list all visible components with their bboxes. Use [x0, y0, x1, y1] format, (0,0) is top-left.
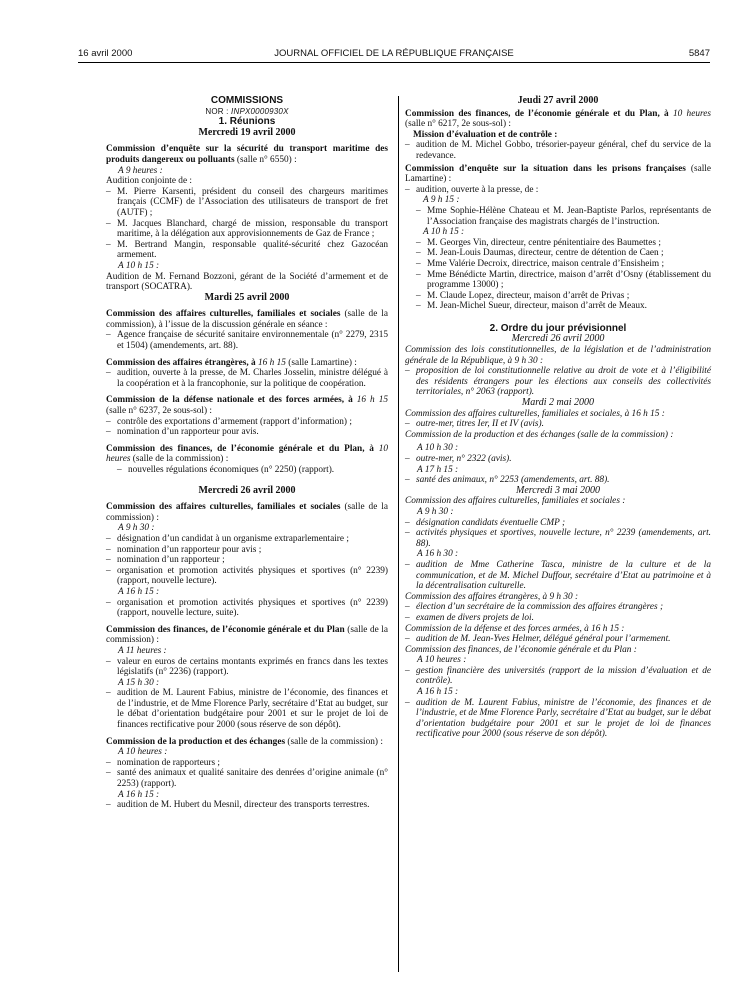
time-label: A 9 h 15 : — [423, 195, 460, 206]
commission-title: Commission d’enquête sur la sécurité du transport maritime des produits dangereux ou polluants — [106, 144, 388, 165]
commission-block — [106, 444, 388, 476]
commission-title: Commission des affaires culturelles, familiales et sociales : — [405, 496, 626, 507]
commission-title: Commission des affaires culturelles, familiales et sociales, à 16 h 15 : — [405, 408, 665, 419]
agenda-item: – santé des animaux et qualité sanitaire des denrées d’origine animale (n° 2253) (rapport). — [106, 768, 388, 789]
commission-desc: (salle de la commission) : — [287, 736, 383, 747]
mission-subtitle: Mission d’évaluation et de contrôle : — [413, 129, 558, 140]
page-header — [78, 48, 710, 63]
header-date: 16 avril 2000 — [78, 48, 133, 59]
time-label: A 9 h 30 : — [417, 506, 454, 517]
agenda-item: – audition de M. Michel Gobbo, trésorier-payeur général, chef du service de la redevance. — [405, 140, 711, 161]
nor-label: NOR : — [205, 106, 229, 116]
agenda-item: – Mme Bénédicte Martin, directrice, maison d’arrêt d’Osny (établissement du programme 13000) ; — [416, 270, 711, 291]
agenda-item: – organisation et promotion activités physiques et sportives (n° 2239) (rapport, nouvelle lecture, suite). — [106, 598, 388, 619]
agenda-item: – élection d’un secrétaire de la commission des affaires étrangères ; — [405, 602, 711, 613]
left-column — [106, 96, 388, 811]
agenda-item: – Agence française de sécurité sanitaire environnementale (n° 2279, 2315 et 1504) (amendements, art. 88). — [106, 330, 388, 351]
commission-time: 10 heures — [106, 443, 389, 465]
agenda-item: – nouvelles régulations économiques (n° 2250) (rapport). — [117, 465, 388, 476]
date-heading: Jeudi 27 avril 2000 — [517, 95, 599, 106]
commission-title: Commission des affaires culturelles, familiales et sociales — [106, 309, 341, 320]
agenda-forecast — [405, 334, 711, 740]
time-label: A 9 h 30 : — [118, 523, 155, 534]
commission-desc: (salle n° 6237, 2e sous-sol) : — [106, 406, 212, 417]
agenda-item: – outre-mer, titres Ier, II et IV (avis). — [405, 419, 711, 430]
agenda-item: – nomination d’un rapporteur pour avis ; — [106, 545, 388, 556]
date-heading: Mercredi 3 mai 2000 — [516, 484, 600, 496]
commission-block — [106, 309, 388, 351]
agenda-item: – audition de M. Jean-Yves Helmer, délégué général pour l’armement. — [405, 634, 711, 645]
time-label: A 10 heures : — [417, 655, 467, 666]
agenda-item: – nomination d’un rapporteur pour avis. — [106, 427, 388, 438]
commission-desc: (salle n° 6550) : — [236, 154, 297, 165]
agenda-item: – examen de divers projets de loi. — [405, 613, 711, 624]
commission-title: Commission de la défense et des forces armées, à 16 h 15 : — [405, 623, 625, 634]
agenda-item: – activités physiques et sportives, nouvelle lecture, n° 2239 (amendements, art. 88). — [405, 528, 711, 549]
commission-desc: (salle de la commission), à l’issue de la discussion générale en séance : — [106, 309, 389, 330]
time-label: A 10 h 30 : — [417, 443, 459, 454]
time-label: A 9 heures : — [118, 165, 163, 176]
date-heading: Mercredi 19 avril 2000 — [198, 126, 296, 138]
header-journal-title: JOURNAL OFFICIEL DE LA RÉPUBLIQUE FRANÇAISE — [274, 48, 514, 59]
commission-title: Commission de la défense nationale et des forces armées, à — [106, 395, 353, 406]
commission-desc: (salle de la commission) : — [106, 624, 389, 646]
agenda-item: – désignation candidats éventuelle CMP ; — [405, 518, 711, 529]
agenda-item: – audition, ouverte à la presse, de : — [405, 185, 711, 196]
time-label: A 16 h 15 : — [417, 687, 459, 698]
agenda-item: – M. Claude Lopez, directeur, maison d’arrêt de Privas ; — [416, 291, 711, 302]
commission-desc: (salle n° 6217, 2e sous-sol) : — [405, 119, 511, 130]
time-label: A 15 h 30 : — [118, 677, 160, 688]
commission-title: Commission des affaires étrangères, à 9 h 30 : — [405, 591, 579, 602]
part2-title: 2. Ordre du jour prévisionnel — [489, 322, 627, 334]
nor-value: INPX0000930X — [231, 106, 289, 116]
agenda-item: – M. Jean-Michel Sueur, directeur, maison d’arrêt de Meaux. — [416, 301, 711, 312]
commission-title: Commission de la production et des échanges (salle de la commission) : — [405, 429, 674, 440]
agenda-item: – désignation d’un candidat à un organisme extraparlementaire ; — [106, 534, 388, 545]
header-page-number: 5847 — [688, 48, 710, 59]
agenda-item: – audition de M. Hubert du Mesnil, directeur des transports terrestres. — [106, 800, 388, 811]
commission-title: Commission des lois constitutionnelles, de la législation et de l’administration générale de la République, à 9 h 30 : — [405, 345, 711, 366]
commission-desc: (salle Lamartine) : — [405, 163, 711, 185]
agenda-item: – audition de Mme Catherine Tasca, ministre de la culture et de la communication, et de M. Michel Duffour, secrétaire d’Etat au patrimoine et à la décentralisation culturelle. — [405, 560, 711, 592]
date-heading: Mercredi 26 avril 2000 — [511, 333, 605, 345]
commission-block — [106, 625, 388, 731]
date-heading: Mardi 25 avril 2000 — [204, 291, 290, 303]
agenda-text: Audition conjointe de : — [106, 176, 192, 187]
agenda-item: – organisation et promotion activités physiques et sportives (n° 2239) (rapport, nouvelle lecture). — [106, 566, 388, 587]
commission-block — [106, 502, 388, 619]
part1-title: 1. Réunions — [218, 116, 276, 128]
date-heading: Mardi 2 mai 2000 — [521, 397, 595, 409]
agenda-item: – valeur en euros de certains montants exprimés en francs dans les textes législatifs (n° 2236) (rapport). — [106, 657, 388, 678]
agenda-item: – M. Jean-Louis Daumas, directeur, centre de détention de Caen ; — [416, 248, 711, 259]
time-label: A 11 heures : — [118, 645, 167, 656]
time-label: A 16 h 30 : — [417, 549, 459, 560]
commission-block — [106, 395, 388, 437]
commission-time: 16 h 15 — [356, 395, 389, 406]
commission-title: Commission des affaires culturelles, familiales et sociales — [106, 502, 341, 513]
commission-time: 10 heures — [672, 108, 712, 119]
date-heading: Mercredi 26 avril 2000 — [198, 484, 296, 496]
commission-block — [405, 164, 711, 312]
time-label: A 17 h 15 : — [417, 464, 459, 475]
commission-block — [405, 109, 711, 162]
agenda-item: – M. Georges Vin, directeur, centre pénitentiaire des Baumettes ; — [416, 238, 711, 249]
agenda-item: – outre-mer, n° 2322 (avis). — [405, 454, 711, 465]
time-label: A 16 h 15 : — [118, 586, 160, 597]
time-label: A 10 h 15 : — [118, 260, 160, 271]
agenda-item: – M. Bertrand Mangin, responsable qualité-sécurité chez Gazocéan armement. — [106, 240, 388, 261]
agenda-item: – audition de M. Laurent Fabius, ministre de l’économie, des finances et de l’industrie, et de Mme Florence Parly, secrétaire d’Etat au budget, sur le débat d’orientation budgétaire pour 2001 et sur le projet de loi de finances rectificative pour 2000 (sous réserve de son dépôt). — [405, 698, 711, 740]
agenda-item: – gestion financière des universités (rapport de la mission d’évaluation et de contrôle). — [405, 666, 711, 687]
commission-desc: (salle Lamartine) : — [288, 357, 357, 368]
commission-title: Commission des finances, de l’économie générale et du Plan : — [405, 644, 637, 655]
time-label: A 10 heures : — [118, 747, 168, 758]
agenda-item: – nomination d’un rapporteur ; — [106, 555, 388, 566]
agenda-item: – audition, ouverte à la presse, de M. Charles Josselin, ministre délégué à la coopération et à la francophonie, sur la politique de coopération. — [106, 368, 388, 389]
time-label: A 10 h 15 : — [423, 227, 465, 238]
section-title: COMMISSIONS — [210, 95, 284, 106]
commission-time: 16 h 15 — [258, 357, 286, 368]
commission-block — [106, 737, 388, 811]
time-label: A 16 h 15 : — [118, 789, 160, 800]
column-divider — [398, 96, 399, 972]
agenda-item: – nomination de rapporteurs ; — [106, 758, 388, 769]
commission-title: Commission des finances, de l’économie générale et du Plan, à — [405, 108, 669, 119]
agenda-item: – audition de M. Laurent Fabius, ministre de l’économie, des finances et de l’industrie, et de Mme Florence Parly, secrétaire d’Etat au budget, sur le débat d’orientation budgétaire pour 2001 et sur le projet de loi de finances rectificative pour 2000 (sous réserve de son dépôt). — [106, 688, 388, 730]
commission-title: Commission des finances, de l’économie générale et du Plan, à — [106, 443, 374, 454]
commission-desc: (salle de la commission) : — [106, 502, 389, 523]
commission-title: Commission d’enquête sur la situation dans les prisons françaises — [405, 163, 686, 174]
agenda-item: – proposition de loi constitutionnelle relative au droit de vote et à l’éligibilité des résidents étrangers pour les élections aux conseils des collectivités territoriales, n° 2063 (rapport). — [405, 366, 711, 398]
agenda-item: – M. Pierre Karsenti, président du conseil des chargeurs maritimes français (CCMF) de l’Association des utilisateurs de transport de fret (AUTF) ; — [106, 187, 388, 219]
commission-title: Commission des affaires étrangères, à — [106, 357, 256, 368]
commission-desc: (salle de la commission) : — [132, 454, 229, 465]
commission-title: Commission des finances, de l’économie générale et du Plan — [106, 624, 345, 635]
right-column — [405, 96, 711, 740]
agenda-item: – Mme Valérie Decroix, directrice, maison centrale d’Ensisheim ; — [416, 259, 711, 270]
agenda-item: – Mme Sophie-Hélène Chateau et M. Jean-Baptiste Parlos, représentants de l’Association française des magistrats chargés de l’instruction. — [416, 206, 711, 227]
agenda-item: – contrôle des exportations d’armement (rapport d’information) ; — [106, 417, 388, 428]
commission-block — [106, 144, 388, 292]
commission-title: Commission de la production et des échanges — [106, 736, 286, 747]
agenda-item: – M. Jacques Blanchard, chargé de mission, responsable du transport maritime, à la délégation aux approvisionnements de Gaz de France ; — [106, 219, 388, 240]
agenda-text: Audition de M. Fernand Bozzoni, gérant de la Société d’armement et de transport (SOCATRA). — [106, 271, 388, 293]
agenda-item: – santé des animaux, n° 2253 (amendements, art. 88). — [405, 475, 711, 486]
commission-block — [106, 358, 388, 390]
